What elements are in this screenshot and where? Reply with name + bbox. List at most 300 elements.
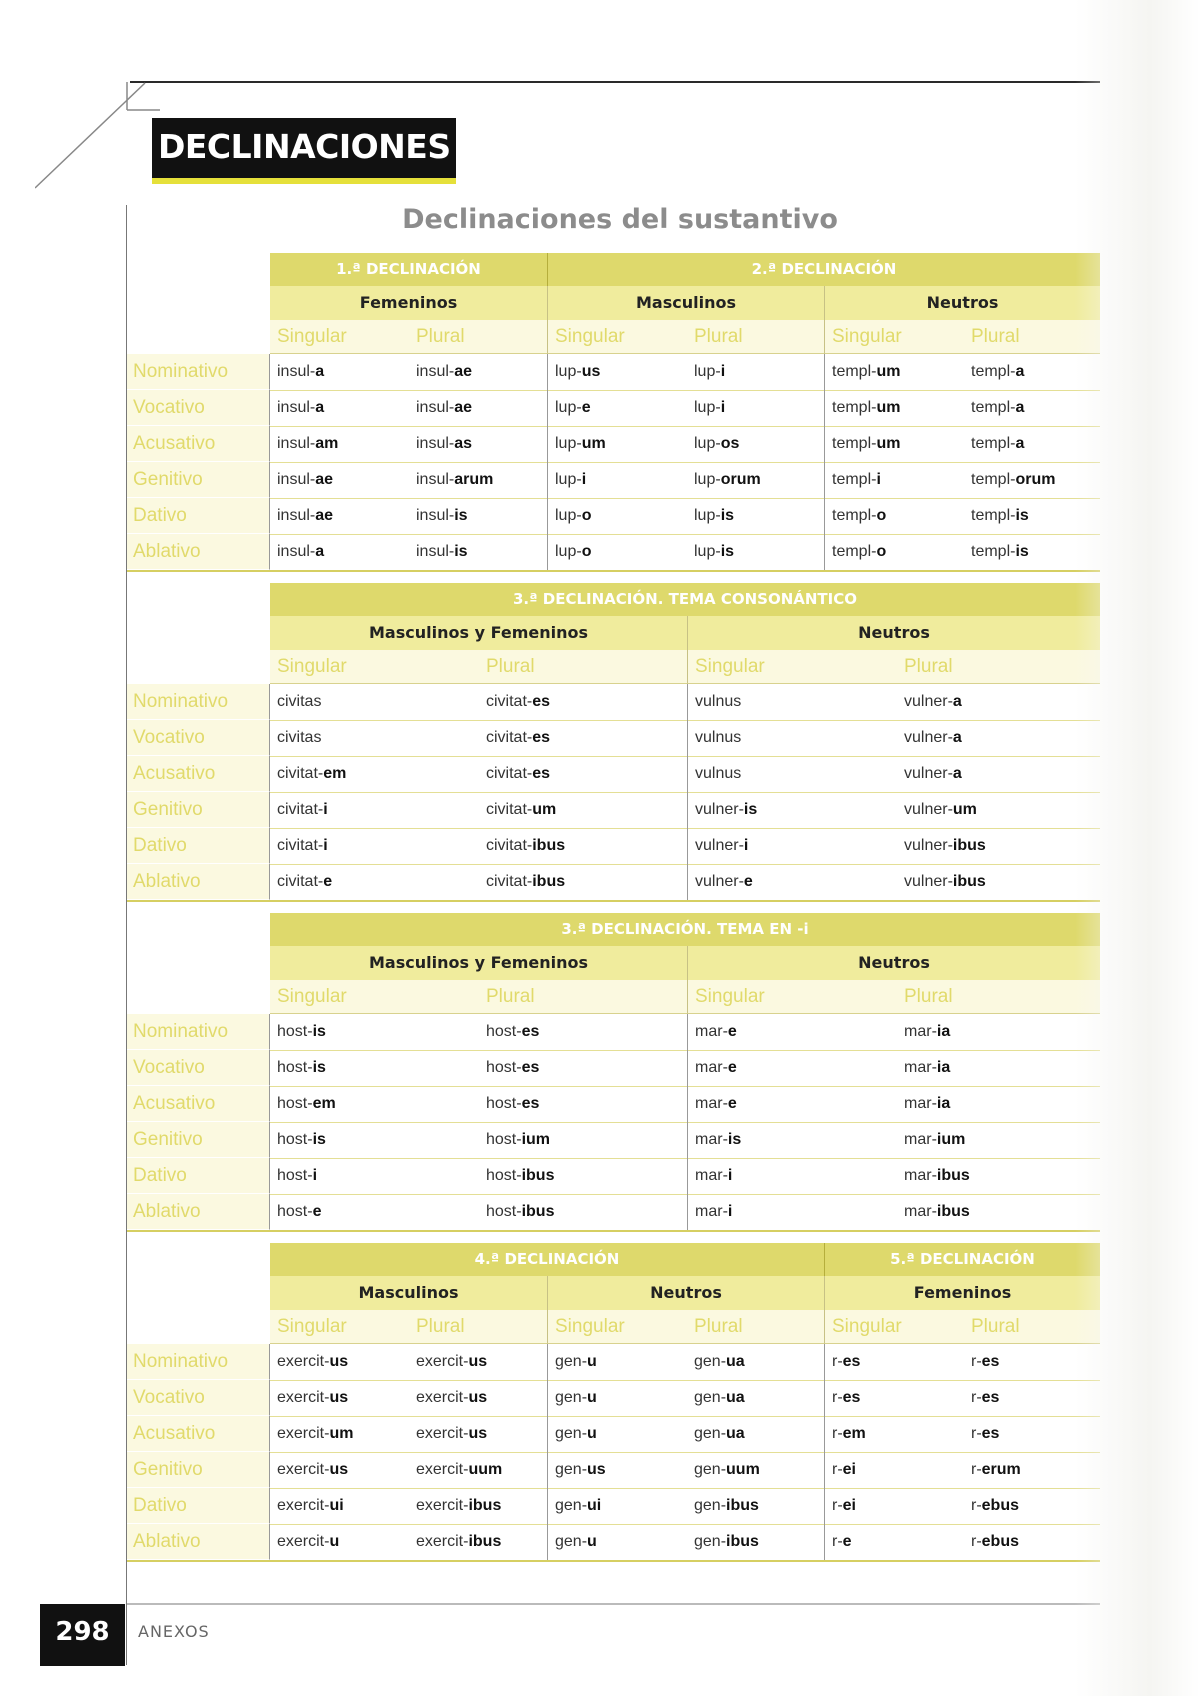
declined-form: r-es: [971, 1389, 1000, 1406]
declined-form: insul-am: [277, 435, 339, 452]
case-ending: is: [1015, 507, 1029, 524]
word-stem: lup: [555, 363, 577, 380]
case-ending: ibus: [952, 873, 986, 890]
corner-decoration: [35, 78, 165, 198]
gender-header: Femeninos: [825, 1276, 1100, 1310]
word-stem: vulner: [904, 765, 948, 782]
declined-form: civitat-e: [277, 873, 333, 890]
word-stem: host: [277, 1131, 308, 1148]
word-stem: vulner: [695, 837, 739, 854]
case-label: Acusativo: [127, 756, 270, 792]
declined-form: insul-is: [409, 498, 548, 534]
case-ending: ium: [936, 1131, 966, 1148]
declined-form: lup-i: [687, 390, 825, 426]
declined-form: templ-i: [832, 471, 881, 488]
case-ending: us: [329, 1389, 349, 1406]
number-header-plural: Plural: [964, 1310, 1100, 1344]
word-stem: mar: [695, 1167, 723, 1184]
declined-form: insul-ae: [277, 507, 334, 524]
declined-form: host-ium: [479, 1122, 688, 1158]
declined-form: mar-ia: [904, 1095, 951, 1112]
word-stem: templ: [832, 471, 872, 488]
word-stem: r: [832, 1353, 838, 1370]
declined-form: host-em: [277, 1095, 336, 1112]
case-ending: ibus: [532, 837, 566, 854]
declined-form: exercit-uum: [409, 1452, 548, 1488]
word-stem: insul: [277, 507, 310, 524]
word-stem: insul: [416, 399, 449, 416]
word-stem: templ: [971, 471, 1011, 488]
case-ending: i: [727, 1203, 733, 1220]
declined-form: civitat-em: [277, 765, 347, 782]
declined-form: gen-us: [555, 1461, 606, 1478]
gender-header: Neutros: [688, 616, 1100, 650]
case-ending: es: [842, 1389, 861, 1406]
declined-form: mar-e: [695, 1095, 737, 1112]
case-ending: ae: [315, 507, 334, 524]
declined-form: host-ibus: [479, 1158, 688, 1194]
declension-header: 3.ª DECLINACIÓN. TEMA EN -i: [270, 913, 1100, 946]
case-ending: as: [454, 435, 473, 452]
number-header-singular: Singular: [548, 1310, 687, 1344]
case-ending: os: [720, 435, 740, 452]
case-ending: us: [581, 363, 601, 380]
case-ending: ium: [521, 1131, 551, 1148]
declined-form: mar-i: [695, 1203, 733, 1220]
declined-form: insul-arum: [409, 462, 548, 498]
word-stem: exercit: [277, 1461, 325, 1478]
case-ending: uum: [726, 1461, 760, 1478]
case-ending: ei: [842, 1497, 856, 1514]
gender-header-row: [127, 286, 1100, 320]
case-ending: a: [315, 363, 325, 380]
footer-section-label: ANEXOS: [138, 1622, 210, 1641]
case-label: Ablativo: [127, 1194, 270, 1230]
declined-form: mar-ium: [904, 1131, 966, 1148]
number-header-singular: Singular: [688, 980, 897, 1014]
word-stem: lup: [555, 435, 577, 452]
case-ending: a: [1015, 399, 1025, 416]
case-ending: ibus: [532, 873, 566, 890]
number-header-plural: Plural: [964, 320, 1100, 354]
table-row: [127, 1194, 1100, 1232]
declined-form: insul-a: [277, 363, 325, 380]
declined-form: r-em: [832, 1425, 866, 1442]
table-row: [127, 1014, 1100, 1051]
word-stem: vulnus: [695, 693, 742, 710]
gender-header: Masculinos: [548, 286, 825, 320]
word-stem: r: [832, 1461, 838, 1478]
declension-header: 3.ª DECLINACIÓN. TEMA CONSONÁNTICO: [270, 583, 1100, 616]
declined-form: lup-orum: [687, 462, 825, 498]
declined-form: vulner-a: [904, 693, 962, 710]
word-stem: host: [486, 1131, 517, 1148]
declined-form: civitat-i: [277, 801, 328, 818]
declined-form: vulner-ibus: [904, 837, 986, 854]
case-ending: orum: [720, 471, 761, 488]
case-ending: es: [532, 729, 551, 746]
case-ending: es: [842, 1353, 861, 1370]
table-row: [127, 1344, 1100, 1381]
gender-header: Neutros: [825, 286, 1100, 320]
case-ending: is: [720, 507, 735, 524]
word-stem: lup: [555, 507, 577, 524]
word-stem: mar: [904, 1095, 932, 1112]
word-stem: r: [832, 1497, 838, 1514]
table-row: [127, 354, 1100, 391]
table-row: [127, 1452, 1100, 1489]
word-stem: civitat: [486, 837, 527, 854]
case-ending: e: [743, 873, 753, 890]
case-label: Vocativo: [127, 390, 270, 426]
word-stem: gen: [555, 1533, 582, 1550]
case-ending: e: [323, 873, 333, 890]
case-ending: ebus: [981, 1533, 1019, 1550]
declined-form: [688, 756, 897, 792]
word-stem: exercit: [277, 1425, 325, 1442]
table-row: [127, 1086, 1100, 1123]
word-stem: host: [486, 1059, 517, 1076]
declension-table-3-i-stem: [127, 913, 1100, 1233]
declined-form: r-ebus: [971, 1533, 1019, 1550]
gender-header-row: [127, 946, 1100, 980]
declined-form: templ-a: [971, 435, 1025, 452]
declined-form: r-ei: [832, 1497, 856, 1514]
case-ending: is: [1015, 543, 1029, 560]
case-ending: ibus: [936, 1167, 970, 1184]
declined-form: lup-is: [687, 534, 825, 570]
word-stem: exercit: [416, 1497, 464, 1514]
gender-header-row: [127, 1276, 1100, 1310]
declension-header-row: [127, 253, 1100, 286]
declined-form: exercit-us: [277, 1461, 349, 1478]
word-stem: vulner: [904, 693, 948, 710]
word-stem: lup: [555, 399, 577, 416]
declined-form: gen-ibus: [687, 1524, 825, 1560]
case-ending: o: [581, 507, 592, 524]
declined-form: exercit-ibus: [409, 1524, 548, 1560]
case-ending: es: [981, 1425, 1000, 1442]
declined-form: gen-u: [555, 1425, 597, 1442]
declension-header: 1.ª DECLINACIÓN: [270, 253, 548, 286]
case-ending: is: [454, 507, 468, 524]
case-label: Dativo: [127, 498, 270, 534]
case-ending: em: [323, 765, 347, 782]
case-ending: a: [1015, 435, 1025, 452]
declined-form: gen-ui: [555, 1497, 602, 1514]
case-ending: o: [876, 543, 887, 560]
word-stem: lup: [694, 435, 716, 452]
declined-form: lup-o: [555, 507, 592, 524]
word-stem: gen: [555, 1425, 582, 1442]
declension-table-1-2: [127, 253, 1100, 573]
case-ending: e: [842, 1533, 852, 1550]
declined-form: civitat-i: [277, 837, 328, 854]
word-stem: templ: [832, 543, 872, 560]
case-ending: us: [468, 1389, 488, 1406]
case-ending: ibus: [468, 1533, 502, 1550]
case-ending: ibus: [936, 1203, 970, 1220]
word-stem: templ: [971, 435, 1011, 452]
case-ending: arum: [454, 471, 494, 488]
gender-header: Masculinos: [270, 1276, 548, 1310]
word-stem: vulner: [695, 873, 739, 890]
case-ending: uum: [468, 1461, 503, 1478]
case-ending: ui: [587, 1497, 602, 1514]
word-stem: host: [486, 1023, 517, 1040]
section-title: Declinaciones del sustantivo: [402, 204, 838, 235]
declined-form: exercit-us: [277, 1353, 349, 1370]
table-row: [127, 792, 1100, 829]
number-header-singular: Singular: [270, 320, 409, 354]
case-label: Acusativo: [127, 1086, 270, 1122]
case-ending: i: [581, 471, 587, 488]
case-label: Genitivo: [127, 462, 270, 498]
word-stem: vulnus: [695, 729, 742, 746]
word-stem: insul: [277, 399, 310, 416]
table-row: [127, 1524, 1100, 1562]
declined-form: insul-as: [409, 426, 548, 462]
word-stem: mar: [695, 1131, 723, 1148]
case-ending: ia: [936, 1059, 951, 1076]
declined-form: civitat-es: [479, 684, 688, 720]
case-ending: um: [952, 801, 977, 818]
number-header-singular: Singular: [270, 1310, 409, 1344]
word-stem: civitas: [277, 729, 322, 746]
case-ending: um: [876, 399, 901, 416]
table-row: [127, 1488, 1100, 1525]
declined-form: r-ei: [832, 1461, 856, 1478]
declension-table-3-consonant: [127, 583, 1100, 903]
word-stem: host: [486, 1095, 517, 1112]
table-row: [127, 390, 1100, 427]
case-label: Dativo: [127, 1158, 270, 1194]
number-header-singular: Singular: [825, 1310, 964, 1344]
number-header-plural: Plural: [479, 650, 688, 684]
declined-form: templ-a: [971, 399, 1025, 416]
case-ending: um: [876, 435, 901, 452]
case-ending: o: [876, 507, 887, 524]
word-stem: gen: [555, 1389, 582, 1406]
case-ending: us: [587, 1461, 606, 1478]
word-stem: insul: [416, 363, 449, 380]
declined-form: r-erum: [971, 1461, 1021, 1478]
word-stem: lup: [694, 399, 716, 416]
word-stem: lup: [555, 471, 577, 488]
declined-form: mar-ibus: [904, 1203, 970, 1220]
case-ending: a: [952, 765, 962, 782]
word-stem: lup: [694, 363, 716, 380]
case-ending: is: [312, 1131, 326, 1148]
case-ending: e: [727, 1059, 737, 1076]
declined-form: vulner-e: [695, 873, 753, 890]
word-stem: r: [971, 1533, 977, 1550]
gender-header: Masculinos y Femeninos: [270, 946, 688, 980]
declined-form: lup-os: [687, 426, 825, 462]
case-ending: us: [329, 1461, 349, 1478]
word-stem: vulnus: [695, 765, 742, 782]
declined-form: host-ibus: [479, 1194, 688, 1230]
word-stem: mar: [904, 1131, 932, 1148]
declined-form: exercit-us: [277, 1389, 349, 1406]
word-stem: r: [971, 1497, 977, 1514]
declined-form: mar-ibus: [904, 1167, 970, 1184]
table-row: [127, 1050, 1100, 1087]
table-row: [127, 720, 1100, 757]
case-ending: a: [1015, 363, 1025, 380]
word-stem: lup: [694, 471, 716, 488]
declined-form: host-is: [277, 1023, 326, 1040]
word-stem: civitat: [486, 873, 527, 890]
case-ending: ua: [726, 1389, 745, 1406]
table-row: [127, 1416, 1100, 1453]
declined-form: host-is: [277, 1131, 326, 1148]
word-stem: host: [277, 1167, 308, 1184]
declined-form: vulner-i: [695, 837, 749, 854]
case-ending: a: [952, 729, 962, 746]
case-ending: i: [720, 363, 726, 380]
word-stem: lup: [694, 507, 716, 524]
declined-form: exercit-ibus: [409, 1488, 548, 1524]
case-label: Dativo: [127, 1488, 270, 1524]
word-stem: exercit: [277, 1353, 325, 1370]
table-row: [127, 756, 1100, 793]
declined-form: insul-ae: [409, 354, 548, 390]
word-stem: exercit: [416, 1353, 464, 1370]
declined-form: lup-o: [555, 543, 592, 560]
declined-form: vulner-um: [904, 801, 977, 818]
declined-form: insul-is: [409, 534, 548, 570]
declined-form: mar-e: [695, 1059, 737, 1076]
word-stem: civitat: [277, 765, 318, 782]
number-header-plural: Plural: [897, 980, 1100, 1014]
word-stem: insul: [277, 363, 310, 380]
case-ending: a: [315, 399, 325, 416]
case-ending: ebus: [981, 1497, 1019, 1514]
case-ending: is: [312, 1059, 326, 1076]
table-row: [127, 828, 1100, 865]
word-stem: vulner: [904, 801, 948, 818]
word-stem: templ: [832, 363, 872, 380]
case-ending: ibus: [726, 1533, 759, 1550]
case-label: Ablativo: [127, 534, 270, 570]
chapter-title: DECLINACIONES: [152, 118, 456, 184]
case-ending: es: [981, 1353, 1000, 1370]
word-stem: exercit: [416, 1425, 464, 1442]
case-ending: is: [720, 543, 735, 560]
case-label: Ablativo: [127, 864, 270, 900]
word-stem: templ: [971, 363, 1011, 380]
declension-header-row: [127, 1243, 1100, 1276]
word-stem: exercit: [416, 1533, 464, 1550]
case-ending: orum: [1015, 471, 1056, 488]
declined-form: templ-um: [832, 399, 901, 416]
case-ending: ibus: [468, 1497, 502, 1514]
case-ending: em: [842, 1425, 866, 1442]
declined-form: mar-e: [695, 1023, 737, 1040]
word-stem: vulner: [695, 801, 739, 818]
declined-form: templ-is: [971, 543, 1029, 560]
case-ending: u: [587, 1389, 597, 1406]
case-label: Vocativo: [127, 1380, 270, 1416]
word-stem: r: [971, 1425, 977, 1442]
declined-form: exercit-us: [409, 1344, 548, 1380]
word-stem: exercit: [416, 1389, 464, 1406]
declined-form: mar-is: [695, 1131, 742, 1148]
word-stem: host: [277, 1203, 308, 1220]
word-stem: lup: [555, 543, 577, 560]
word-stem: host: [486, 1203, 517, 1220]
table-row: [127, 534, 1100, 572]
declined-form: r-es: [971, 1425, 1000, 1442]
word-stem: r: [971, 1389, 977, 1406]
table-row: [127, 864, 1100, 902]
word-stem: templ: [832, 507, 872, 524]
table-row: [127, 426, 1100, 463]
declined-form: exercit-us: [409, 1380, 548, 1416]
word-stem: mar: [695, 1203, 723, 1220]
case-ending: ibus: [726, 1497, 759, 1514]
case-ending: i: [323, 837, 328, 854]
declined-form: lup-i: [687, 354, 825, 390]
top-rule: [130, 81, 1100, 83]
case-label: Genitivo: [127, 1452, 270, 1488]
case-ending: ia: [936, 1095, 951, 1112]
word-stem: mar: [904, 1023, 932, 1040]
word-stem: mar: [695, 1059, 723, 1076]
word-stem: templ: [832, 435, 872, 452]
number-header-singular: Singular: [270, 650, 479, 684]
word-stem: r: [971, 1353, 977, 1370]
declined-form: gen-ua: [687, 1344, 825, 1380]
declined-form: lup-um: [555, 435, 606, 452]
case-ending: i: [323, 801, 328, 818]
declined-form: r-es: [971, 1353, 1000, 1370]
declined-form: civitat-es: [479, 720, 688, 756]
case-ending: ae: [454, 363, 473, 380]
declined-form: host-e: [277, 1203, 322, 1220]
word-stem: r: [971, 1461, 977, 1478]
table-row: [127, 684, 1100, 721]
case-ending: o: [581, 543, 592, 560]
declined-form: lup-us: [555, 363, 601, 380]
word-stem: gen: [694, 1533, 721, 1550]
gender-header-row: [127, 616, 1100, 650]
case-label: Nominativo: [127, 1014, 270, 1050]
word-stem: civitat: [277, 801, 318, 818]
word-stem: insul: [277, 435, 310, 452]
declined-form: vulner-ibus: [904, 873, 986, 890]
word-stem: r: [832, 1533, 838, 1550]
number-header-plural: Plural: [479, 980, 688, 1014]
declined-form: host-i: [277, 1167, 318, 1184]
case-ending: es: [521, 1059, 540, 1076]
declined-form: templ-o: [832, 507, 887, 524]
case-ending: e: [727, 1095, 737, 1112]
word-stem: insul: [416, 435, 449, 452]
declined-form: [270, 684, 479, 720]
case-ending: a: [315, 543, 325, 560]
number-header-row: [127, 980, 1100, 1014]
word-stem: mar: [695, 1023, 723, 1040]
case-ending: i: [743, 837, 749, 854]
word-stem: gen: [555, 1353, 582, 1370]
word-stem: civitas: [277, 693, 322, 710]
declined-form: civitat-ibus: [479, 828, 688, 864]
case-ending: is: [743, 801, 758, 818]
case-ending: es: [532, 765, 551, 782]
word-stem: host: [486, 1167, 517, 1184]
